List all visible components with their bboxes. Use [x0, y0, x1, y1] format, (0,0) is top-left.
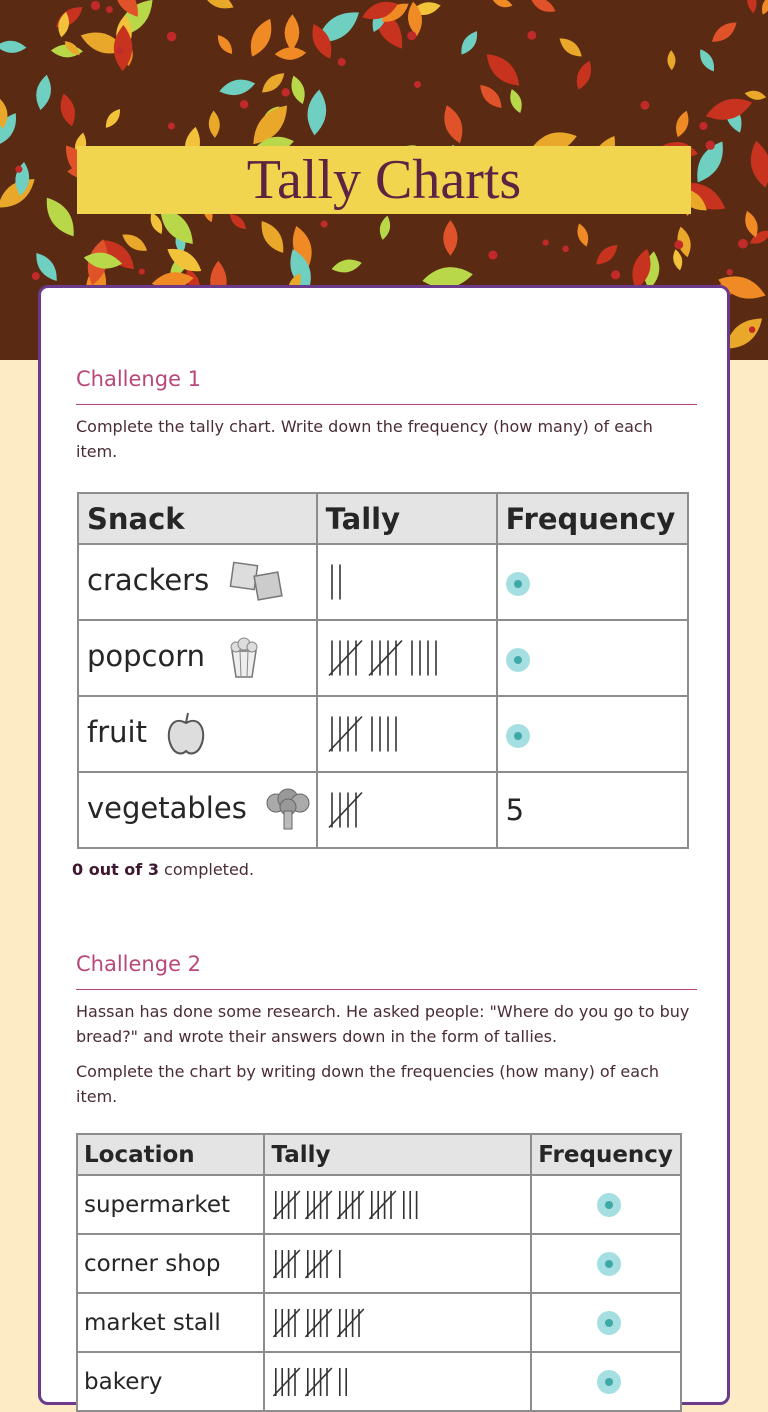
tally-diagonal: [329, 717, 362, 752]
frequency-cell: [497, 544, 688, 620]
tally-marks: [271, 1185, 526, 1225]
challenge-2-paragraph-2: Complete the chart by writing down the frequencies (how many) of each item.: [76, 1062, 659, 1106]
leaf-shape: [443, 220, 457, 256]
leaf-shape: [218, 76, 257, 98]
berry-shape: [281, 88, 289, 96]
tally-cell: [317, 772, 497, 848]
leaf-shape: [592, 241, 621, 269]
leaf-shape: [746, 0, 758, 14]
leaf-shape: [457, 28, 482, 58]
leaf-shape: [556, 34, 585, 61]
tally-diagonal: [274, 1309, 300, 1337]
leaf-shape: [708, 18, 740, 47]
berry-shape: [139, 269, 145, 275]
tally-diagonal: [369, 641, 402, 676]
frequency-answer-input[interactable]: [597, 1311, 621, 1335]
frequency-answer-input[interactable]: [597, 1193, 621, 1217]
leaf-shape: [528, 0, 558, 16]
leaf-shape: [214, 32, 236, 57]
frequency-answer-input[interactable]: [597, 1370, 621, 1394]
leaf-shape: [673, 109, 692, 139]
frequency-cell: [497, 772, 688, 848]
page-title: Tally Charts: [246, 149, 522, 211]
location-cell: market stall: [77, 1293, 264, 1352]
leaf-shape: [759, 0, 768, 16]
progress-count: 0 out of 3: [72, 860, 159, 879]
header-frequency: Frequency: [497, 493, 688, 544]
berry-shape: [543, 239, 549, 245]
challenge-1-divider: [76, 404, 697, 405]
tally-diagonal: [274, 1250, 300, 1278]
header-tally: Tally: [264, 1134, 531, 1175]
challenge-1-instructions: Complete the tally chart. Write down the frequency (how many) of each item.: [76, 417, 653, 461]
berry-shape: [738, 239, 748, 249]
snack-cell: [78, 772, 317, 848]
table-row: [77, 1234, 681, 1293]
table-row: [77, 1352, 681, 1411]
tally-marks: [326, 633, 496, 683]
berry-shape: [168, 123, 175, 130]
berry-shape: [706, 141, 715, 150]
leaf-shape: [52, 2, 86, 33]
leaf-shape: [274, 46, 306, 60]
frequency-cell: [531, 1352, 681, 1411]
tally-cell: [317, 696, 497, 772]
header-snack: Snack: [78, 493, 317, 544]
tally-cell: [264, 1234, 531, 1293]
leaf-shape: [305, 89, 328, 137]
table-header-row: [78, 493, 688, 544]
frequency-cell: [497, 620, 688, 696]
leaf-shape: [244, 15, 277, 60]
title-banner: [77, 146, 691, 214]
berry-shape: [749, 326, 755, 332]
broccoli-icon: [264, 789, 312, 831]
berry-shape: [414, 81, 421, 88]
snack-label: vegetables: [87, 791, 247, 825]
challenge-2-title: Challenge 2: [76, 952, 202, 976]
leaf-shape: [378, 215, 392, 241]
berry-shape: [32, 272, 40, 280]
frequency-cell: [531, 1293, 681, 1352]
tally-diagonal: [338, 1191, 364, 1219]
leaf-shape: [208, 110, 220, 138]
berry-shape: [338, 58, 346, 66]
tally-diagonal: [329, 793, 362, 828]
berry-shape: [727, 269, 733, 275]
table-row: [78, 544, 688, 620]
frequency-cell: [497, 696, 688, 772]
frequency-cell: [531, 1234, 681, 1293]
location-cell: supermarket: [77, 1175, 264, 1234]
tally-diagonal: [370, 1191, 396, 1219]
tally-diagonal: [306, 1309, 332, 1337]
frequency-answer-input[interactable]: [506, 724, 530, 748]
location-cell: bakery: [77, 1352, 264, 1411]
berry-shape: [167, 32, 176, 41]
berry-shape: [91, 1, 100, 10]
leaf-shape: [747, 139, 768, 190]
leaf-shape: [330, 257, 363, 275]
frequency-cell: [531, 1175, 681, 1234]
leaf-shape: [102, 106, 124, 131]
tally-cell: [317, 620, 497, 696]
tally-diagonal: [274, 1368, 300, 1396]
leaf-shape: [507, 87, 525, 114]
table-row: [77, 1175, 681, 1234]
berry-shape: [407, 31, 416, 40]
tally-diagonal: [306, 1368, 332, 1396]
header-frequency: Frequency: [531, 1134, 681, 1175]
table-header-row: [77, 1134, 681, 1175]
frequency-answer-input[interactable]: [506, 648, 530, 672]
tally-diagonal: [274, 1191, 300, 1219]
leaf-shape: [573, 58, 596, 91]
berry-shape: [488, 251, 497, 260]
berry-shape: [240, 100, 248, 108]
leaf-shape: [439, 103, 467, 146]
leaf-shape: [492, 0, 514, 10]
tally-diagonal: [338, 1309, 364, 1337]
tally-diagonal: [329, 641, 362, 676]
progress-suffix: completed.: [158, 860, 255, 879]
leaf-shape: [57, 92, 78, 128]
bread-location-tally-table: [76, 1133, 682, 1412]
leaf-shape: [744, 89, 767, 102]
table-row: [78, 772, 688, 848]
berry-shape: [674, 240, 683, 249]
crackers-icon: [226, 560, 286, 604]
leaf-shape: [480, 48, 525, 92]
leaf-shape: [39, 192, 81, 241]
leaf-shape: [255, 217, 289, 257]
snack-tally-table: [77, 492, 689, 849]
leaf-shape: [667, 50, 676, 70]
frequency-answer-input[interactable]: [597, 1252, 621, 1276]
berry-shape: [562, 246, 569, 253]
snack-cell: [78, 696, 317, 772]
berry-shape: [527, 31, 536, 40]
tally-marks: [271, 1303, 526, 1343]
leaf-shape: [288, 74, 309, 106]
tally-cell: [264, 1175, 531, 1234]
tally-marks: [271, 1362, 526, 1402]
leaf-shape: [574, 222, 591, 248]
berry-shape: [106, 6, 113, 13]
tally-marks: [326, 557, 496, 607]
berry-shape: [611, 270, 620, 279]
popcorn-icon: [222, 635, 266, 681]
tally-diagonal: [306, 1250, 332, 1278]
leaf-shape: [199, 0, 236, 14]
tally-cell: [317, 544, 497, 620]
frequency-value: 5: [505, 793, 525, 827]
tally-marks: [271, 1244, 526, 1284]
berry-shape: [640, 101, 649, 110]
tally-cell: [264, 1352, 531, 1411]
table-row: [78, 620, 688, 696]
frequency-answer-input[interactable]: [506, 572, 530, 596]
table-row: [78, 696, 688, 772]
berry-shape: [321, 221, 328, 228]
snack-label: popcorn: [87, 639, 206, 673]
leaf-shape: [284, 14, 300, 51]
table-row: [77, 1293, 681, 1352]
leaf-shape: [476, 81, 507, 113]
berry-shape: [699, 122, 707, 130]
leaf-shape: [0, 40, 27, 54]
leaf-shape: [696, 47, 718, 75]
tally-marks: [326, 785, 496, 835]
snack-label: crackers: [87, 563, 210, 597]
challenge-2-divider: [76, 989, 697, 990]
berry-shape: [116, 47, 123, 54]
challenge-1-title: Challenge 1: [76, 367, 202, 391]
snack-cell: [78, 620, 317, 696]
location-cell: corner shop: [77, 1234, 264, 1293]
berry-shape: [15, 166, 22, 173]
tally-marks: [326, 709, 496, 759]
leaf-shape: [33, 74, 53, 112]
header-location: Location: [77, 1134, 264, 1175]
snack-label: fruit: [87, 715, 147, 749]
challenge-2-paragraph-1: Hassan has done some research. He asked people: "Where do you go to buy bread?" and wrote their answers down in the form of tallies.: [76, 1002, 690, 1046]
tally-cell: [264, 1293, 531, 1352]
header-tally: Tally: [317, 493, 497, 544]
challenge-1-progress: [72, 860, 254, 879]
apple-icon: [164, 709, 208, 759]
tally-diagonal: [306, 1191, 332, 1219]
snack-cell: [78, 544, 317, 620]
leaf-shape: [227, 211, 249, 233]
